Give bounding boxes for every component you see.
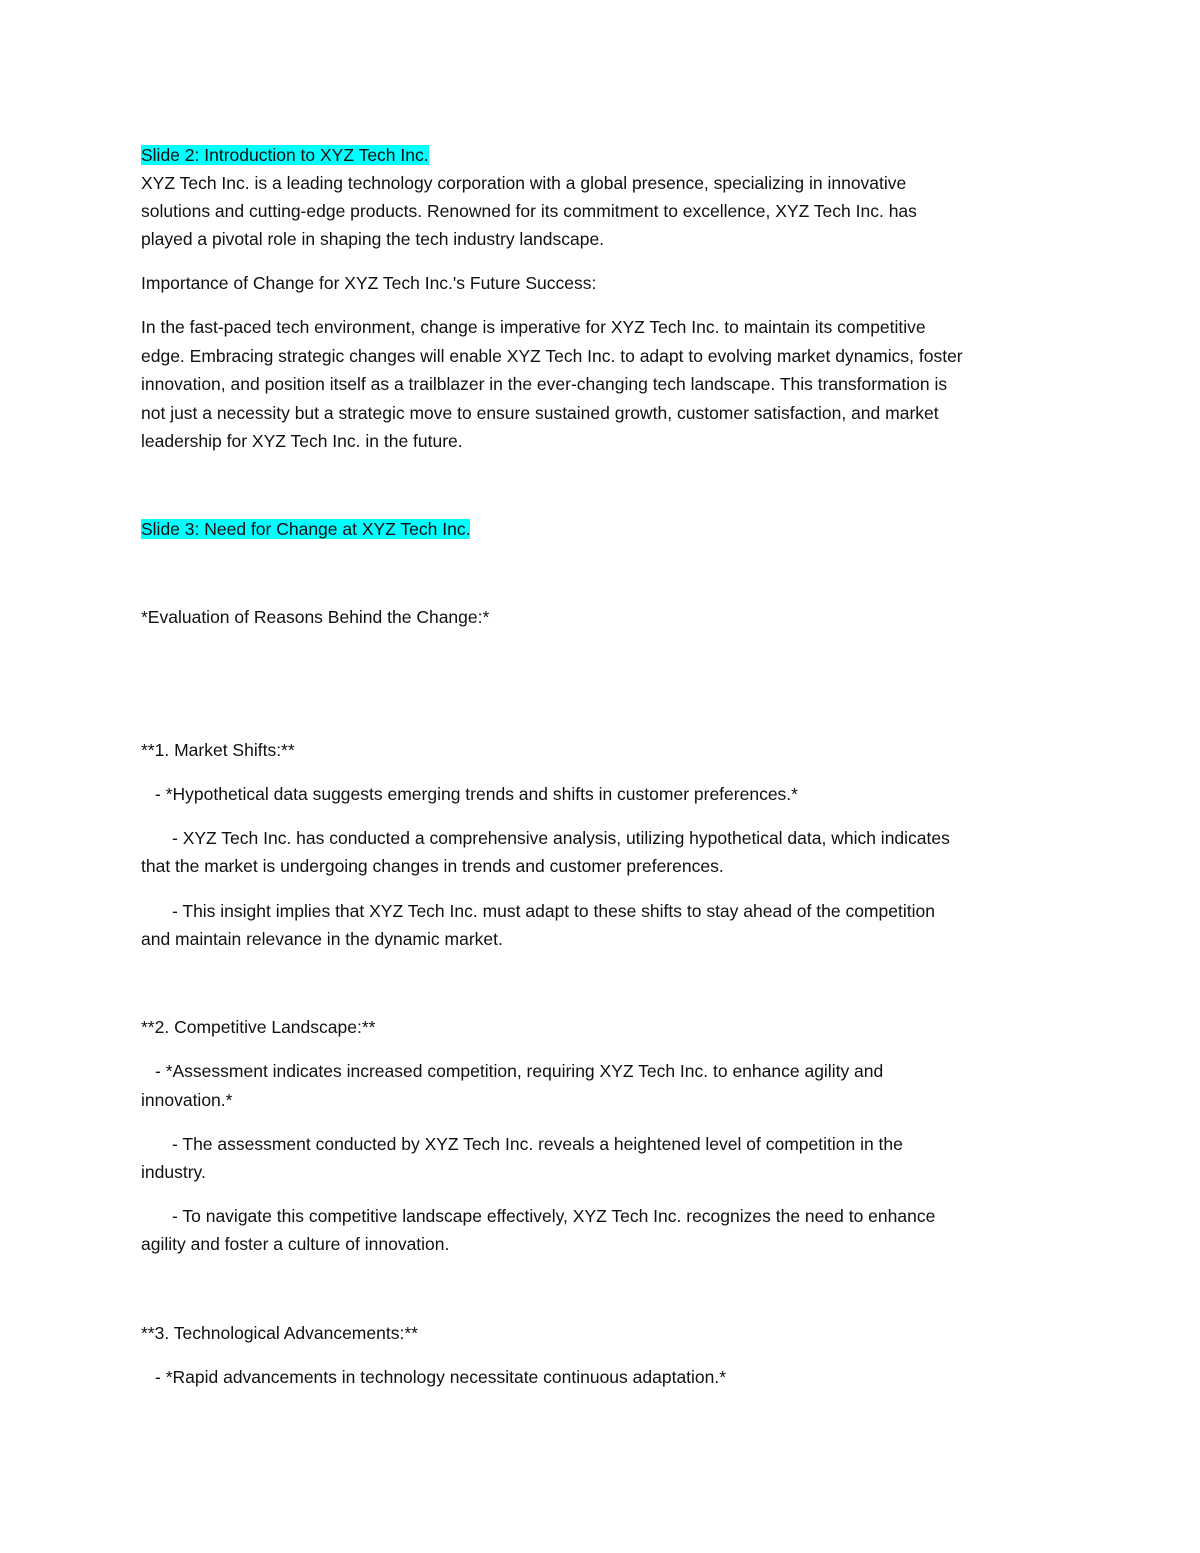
market-shifts-bullet: - *Hypothetical data suggests emerging trends and shifts in customer preferences.*	[155, 784, 798, 804]
slide2-heading	[141, 141, 429, 169]
slide3-heading	[141, 515, 470, 543]
competitive-point-line: industry.	[141, 1162, 206, 1182]
slide2-intro-line: solutions and cutting-edge products. Renowned for its commitment to excellence, XYZ Tech Inc. has	[141, 201, 917, 221]
competitive-bullet-line: - *Assessment indicates increased competition, requiring XYZ Tech Inc. to enhance agility and	[155, 1061, 884, 1081]
slide2-intro-line: XYZ Tech Inc. is a leading technology corporation with a global presence, specializing in innovative	[141, 173, 907, 193]
technology-title: **3. Technological Advancements:**	[141, 1323, 418, 1343]
market-point-line: and maintain relevance in the dynamic market.	[141, 929, 503, 949]
evaluation-title: *Evaluation of Reasons Behind the Change:*	[141, 607, 490, 627]
importance-title: Importance of Change for XYZ Tech Inc.'s Future Success:	[141, 273, 597, 293]
market-point-line: - This insight implies that XYZ Tech Inc. must adapt to these shifts to stay ahead of the competition	[172, 901, 935, 921]
technology-bullet: - *Rapid advancements in technology necessitate continuous adaptation.*	[155, 1367, 727, 1387]
slide2-intro-line: played a pivotal role in shaping the tech industry landscape.	[141, 229, 605, 249]
importance-line: leadership for XYZ Tech Inc. in the future.	[141, 431, 463, 451]
competitive-point-line: agility and foster a culture of innovation.	[141, 1234, 450, 1254]
market-shifts-title: **1. Market Shifts:**	[141, 740, 295, 760]
competitive-bullet-line: innovation.*	[141, 1090, 233, 1110]
importance-line: In the fast-paced tech environment, change is imperative for XYZ Tech Inc. to maintain its competitive	[141, 317, 926, 337]
competitive-point-line: - To navigate this competitive landscape effectively, XYZ Tech Inc. recognizes the need to enhance	[172, 1206, 936, 1226]
slide2-heading-text: Slide 2: Introduction to XYZ Tech Inc.	[141, 145, 429, 165]
importance-line: edge. Embracing strategic changes will enable XYZ Tech Inc. to adapt to evolving market dynamics, foster	[141, 346, 963, 366]
competitive-point-line: - The assessment conducted by XYZ Tech Inc. reveals a heightened level of competition in the	[172, 1134, 903, 1154]
competitive-title: **2. Competitive Landscape:**	[141, 1017, 376, 1037]
importance-line: not just a necessity but a strategic move to ensure sustained growth, customer satisfaction, and market	[141, 403, 939, 423]
importance-line: innovation, and position itself as a trailblazer in the ever-changing tech landscape. This transformation is	[141, 374, 948, 394]
market-point-line: that the market is undergoing changes in trends and customer preferences.	[141, 856, 724, 876]
market-point-line: - XYZ Tech Inc. has conducted a comprehensive analysis, utilizing hypothetical data, which indicates	[172, 828, 950, 848]
slide3-heading-text: Slide 3: Need for Change at XYZ Tech Inc.	[141, 519, 471, 539]
